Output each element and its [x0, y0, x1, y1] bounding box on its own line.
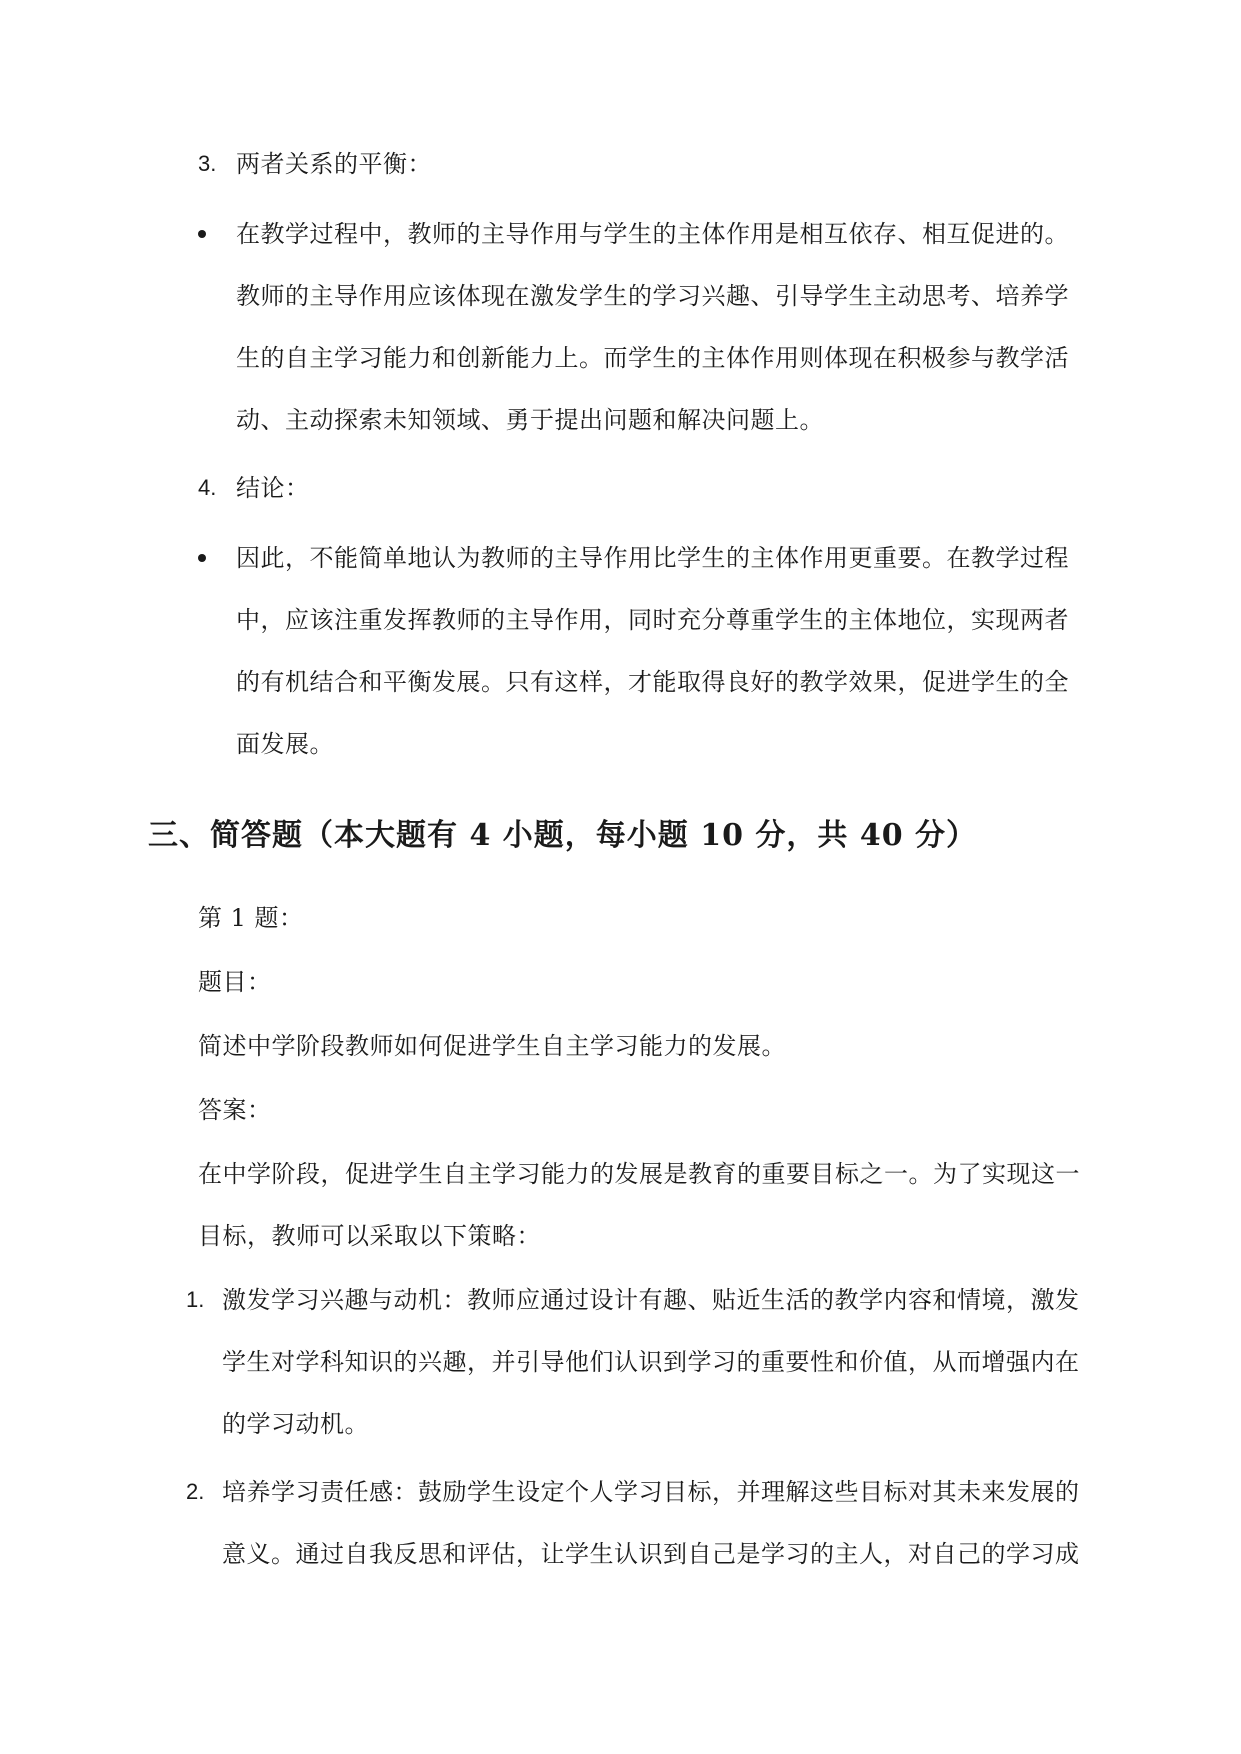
list-number-3: 3.: [198, 151, 217, 176]
question-number-label: 第 1 题：: [198, 904, 304, 932]
list-number-4: 4.: [198, 475, 217, 500]
bullet-icon: [198, 554, 206, 562]
answer-intro-line-2: 目标，教师可以采取以下策略：: [198, 1222, 541, 1250]
answer-label: 答案：: [198, 1096, 272, 1124]
item-3-line-4: 动、主动探索未知领域、勇于提出问题和解决问题上。: [236, 406, 824, 434]
topic-label: 题目：: [198, 968, 272, 996]
item-3-line-2: 教师的主导作用应该体现在激发学生的学习兴趣、引导学生主动思考、培养学: [236, 282, 1069, 310]
item-4-line-2: 中，应该注重发挥教师的主导作用，同时充分尊重学生的主体地位，实现两者: [236, 606, 1069, 634]
strategy-2-line-2: 意义。通过自我反思和评估，让学生认识到自己是学习的主人，对自己的学习成: [222, 1540, 1080, 1568]
strategy-2-line-1: 培养学习责任感：鼓励学生设定个人学习目标，并理解这些目标对其未来发展的: [222, 1478, 1080, 1506]
item-4-line-4: 面发展。: [236, 730, 334, 758]
strategy-1-line-2: 学生对学科知识的兴趣，并引导他们认识到学习的重要性和价值，从而增强内在: [222, 1348, 1080, 1376]
section-heading: 三、简答题（本大题有 4 小题，每小题 10 分，共 40 分）: [148, 818, 978, 853]
strategy-number-2: 2.: [186, 1479, 205, 1504]
answer-intro-line-1: 在中学阶段，促进学生自主学习能力的发展是教育的重要目标之一。为了实现这一: [198, 1160, 1080, 1188]
item-4-line-1: 因此，不能简单地认为教师的主导作用比学生的主体作用更重要。在教学过程: [236, 544, 1069, 572]
question-text: 简述中学阶段教师如何促进学生自主学习能力的发展。: [198, 1032, 786, 1060]
strategy-1-line-1: 激发学习兴趣与动机：教师应通过设计有趣、贴近生活的教学内容和情境，激发: [222, 1286, 1080, 1314]
item-3-line-3: 生的自主学习能力和创新能力上。而学生的主体作用则体现在积极参与教学活: [236, 344, 1069, 372]
strategy-1-line-3: 的学习动机。: [222, 1410, 369, 1438]
item-3-title: 两者关系的平衡：: [236, 150, 432, 178]
bullet-icon: [198, 230, 206, 238]
strategy-number-1: 1.: [186, 1287, 205, 1312]
item-3-line-1: 在教学过程中，教师的主导作用与学生的主体作用是相互依存、相互促进的。: [236, 220, 1069, 248]
item-4-line-3: 的有机结合和平衡发展。只有这样，才能取得良好的教学效果，促进学生的全: [236, 668, 1069, 696]
item-4-title: 结论：: [236, 474, 310, 502]
